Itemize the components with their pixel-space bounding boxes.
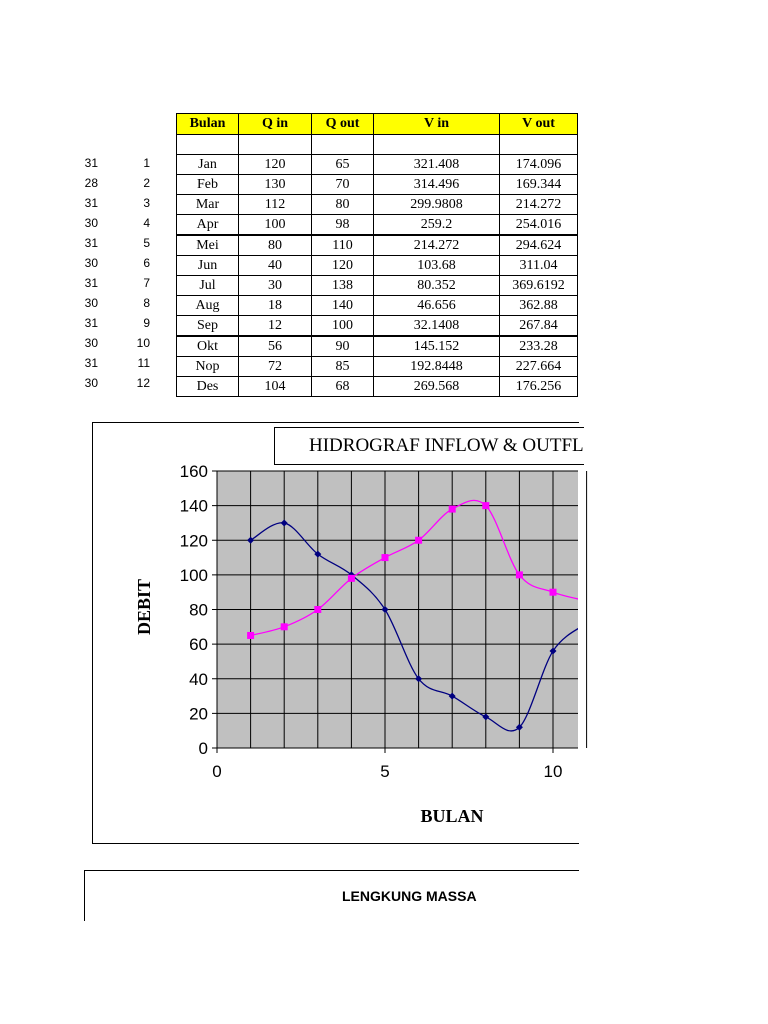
cell-vout: 294.624 [500,235,578,256]
month-number: 3 [143,196,150,210]
cell-vout: 369.6192 [500,276,578,296]
y-tick-label: 120 [179,531,208,551]
y-tick-label: 60 [189,635,208,655]
cell-vout: 176.256 [500,377,578,397]
cell-qout: 80 [312,195,374,215]
cell-vout: 267.84 [500,316,578,337]
cell-qin: 100 [239,215,312,236]
cell-vout: 233.28 [500,336,578,357]
cell-bulan: Jun [177,256,239,276]
cell-qout: 90 [312,336,374,357]
cell-qin: 130 [239,175,312,195]
cell-bulan: Feb [177,175,239,195]
cell-qout: 138 [312,276,374,296]
cell-bulan: Sep [177,316,239,337]
series-1-point [482,502,489,509]
cell-vin: 259.2 [374,215,500,236]
y-tick-label: 40 [189,669,208,689]
header-bulan: Bulan [177,114,239,135]
cell-vout: 227.664 [500,357,578,377]
series-1-point [382,554,389,561]
y-tick-label: 20 [189,704,208,724]
cell-qout: 98 [312,215,374,236]
cell-qin: 40 [239,256,312,276]
days-value: 30 [84,216,98,230]
mass-curve-frame [84,870,579,921]
month-number: 4 [143,216,150,230]
cell-bulan: Apr [177,215,239,236]
cell-bulan: Jul [177,276,239,296]
header-q-out: Q out [312,114,374,135]
cell-vin: 321.408 [374,155,500,175]
cell-vin: 192.8448 [374,357,500,377]
cell-qin: 12 [239,316,312,337]
cell-vin: 32.1408 [374,316,500,337]
cell-qin: 112 [239,195,312,215]
cell-vout: 169.344 [500,175,578,195]
cell-vin: 46.656 [374,296,500,316]
x-tick-label: 10 [543,762,563,781]
y-tick-label: 0 [198,739,208,758]
mass-curve-title: LENGKUNG MASSA [342,888,477,904]
cell-bulan: Aug [177,296,239,316]
month-number: 10 [136,336,150,350]
month-number: 1 [143,156,150,170]
cell-bulan: Mei [177,235,239,256]
month-number: 9 [143,316,150,330]
x-tick-label: 5 [380,762,390,781]
cell-bulan: Mar [177,195,239,215]
days-value: 30 [84,256,98,270]
cell-qout: 85 [312,357,374,377]
series-1-point [516,571,523,578]
cell-qout: 70 [312,175,374,195]
cell-vin: 214.272 [374,235,500,256]
cell-qout: 140 [312,296,374,316]
x-axis-label: BULAN [420,806,484,826]
cell-vin: 145.152 [374,336,500,357]
days-value: 31 [84,236,98,250]
series-1-point [415,537,422,544]
cell-qout: 68 [312,377,374,397]
cell-bulan: Jan [177,155,239,175]
y-axis-label: DEBIT [134,578,154,635]
series-1-point [247,632,254,639]
cell-vin: 299.9808 [374,195,500,215]
header-v-out: V out [500,114,578,135]
chart-title: HIDROGRAF INFLOW & OUTFL [274,427,584,465]
cell-qin: 120 [239,155,312,175]
y-tick-label: 100 [179,565,208,585]
cell-qin: 80 [239,235,312,256]
series-1-point [449,506,456,513]
cell-vout: 362.88 [500,296,578,316]
cell-vout: 254.016 [500,215,578,236]
month-number: 7 [143,276,150,290]
month-number: 12 [136,376,150,390]
series-1-point [314,606,321,613]
cell-vout: 311.04 [500,256,578,276]
month-number: 8 [143,296,150,310]
cell-qin: 30 [239,276,312,296]
cell-vin: 80.352 [374,276,500,296]
cell-vin: 314.496 [374,175,500,195]
cell-qin: 56 [239,336,312,357]
header-q-in: Q in [239,114,312,135]
cell-vout: 174.096 [500,155,578,175]
days-value: 31 [84,316,98,330]
days-value: 30 [84,376,98,390]
series-1-point [348,575,355,582]
cell-qout: 120 [312,256,374,276]
cell-bulan: Okt [177,336,239,357]
cell-vin: 269.568 [374,377,500,397]
cell-vout: 214.272 [500,195,578,215]
cell-vin: 103.68 [374,256,500,276]
y-tick-label: 80 [189,600,208,620]
cell-qout: 65 [312,155,374,175]
cell-qin: 72 [239,357,312,377]
series-1-point [550,589,557,596]
header-v-in: V in [374,114,500,135]
cell-bulan: Des [177,377,239,397]
cell-qin: 18 [239,296,312,316]
month-number: 11 [137,356,150,370]
y-tick-label: 140 [179,496,208,516]
series-1-point [281,623,288,630]
month-number: 5 [143,236,150,250]
cell-qout: 100 [312,316,374,337]
days-value: 31 [84,156,98,170]
days-value: 31 [84,196,98,210]
days-value: 28 [84,176,98,190]
cell-qout: 110 [312,235,374,256]
cell-bulan: Nop [177,357,239,377]
cell-qin: 104 [239,377,312,397]
month-number: 2 [143,176,150,190]
days-value: 30 [84,296,98,310]
days-value: 31 [84,356,98,370]
days-value: 31 [84,276,98,290]
month-number: 6 [143,256,150,270]
y-tick-label: 160 [179,462,208,481]
days-value: 30 [84,336,98,350]
x-tick-label: 0 [212,762,222,781]
